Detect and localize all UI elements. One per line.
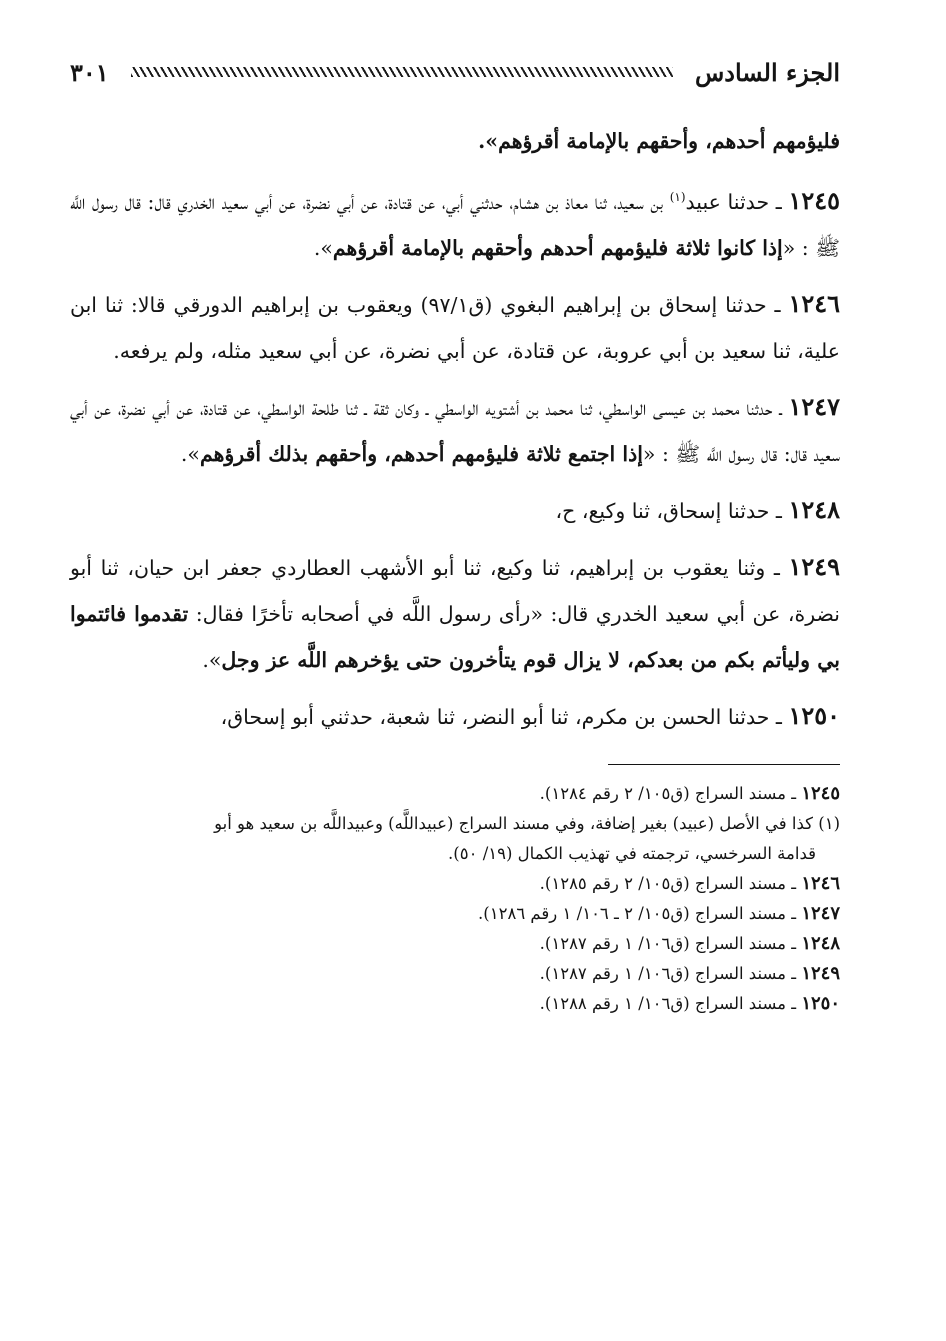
hadith-text: فليؤمهم أحدهم، وأحقهم بالإمامة أقرؤهم». [478,129,840,153]
footnote-number: ١٢٤٧ [801,902,840,924]
page-number: ٣٠١ [70,57,109,87]
footnote-1245 [70,779,840,809]
part-title: الجزء السادس [694,57,840,87]
footnote-1247 [70,899,840,929]
footnote-text: ـ مسند السراج (ق١٠٦/ ١ رقم ١٢٨٧). [539,933,802,953]
closing-quote: ». [202,647,222,672]
isnad-text: ـ حدثنا الحسن بن مكرم، ثنا أبو النضر، ثنا شعبة، حدثني أبو إسحاق، [220,704,789,729]
hadith-1247 [70,384,840,477]
footnotes [70,779,840,1019]
footnote-number: ١٢٤٦ [801,872,840,894]
footnote-text: ـ مسند السراج (ق١٠٥/ ٢ رقم ١٢٨٥). [539,873,802,893]
footnote-text: ـ مسند السراج (ق١٠٦/ ١ رقم ١٢٨٨). [539,993,802,1013]
footnote-text: ـ مسند السراج (ق١٠٥/ ٢ ـ ١٠٦/ ١ رقم ١٢٨٦). [478,903,802,923]
hadith-1248 [70,487,840,534]
isnad-text: ـ حدثنا إسحاق بن إبراهيم البغوي (ق٩٧/١) ويعقوب بن إبراهيم الدورقي قالا: ثنا ابن علية، ثنا سعيد بن أبي عروبة، عن قتادة، عن أبي نضرة، عن أبي سعيد مثله، ولم يرفعه. [70,292,840,363]
isnad-text: ـ حدثنا محمد بن عيسى الواسطي، ثنا محمد بن أشتويه الواسطي ـ وكان ثقة ـ ثنا طلحة الواسطي، عن قتادة، عن أبي نضرة، عن أبي سعيد قال: قال رسول اللَّه ﷺ : « [70,395,840,466]
footnote-number: (١) [818,813,840,833]
hadith-1249 [70,544,840,683]
footnote-text: ـ مسند السراج (ق١٠٦/ ١ رقم ١٢٨٧). [539,963,802,983]
footnote-1-continuation [70,839,840,869]
main-text [70,118,840,740]
hadith-number: ١٢٤٨ [788,494,840,524]
book-page [70,48,840,1019]
hadith-text: إذا اجتمع ثلاثة فليؤمهم أحدهم، وأحقهم بذلك أقرؤهم [199,441,643,466]
isnad-text: ـ وثنا يعقوب بن إبراهيم، ثنا وكيع، ثنا أبو الأشهب العطاردي جعفر ابن حيان، ثنا أبو نضرة، عن أبي سعيد الخدري قال: «رأى رسول اللَّه في أصحابه تأخرًا فقال: [70,555,840,626]
footnote-text: كذا في الأصل (عبيد) بغير إضافة، وفي مسند السراج (عبيداللَّه) وعبيداللَّه بن سعيد هو أبو [214,813,819,833]
isnad-text: ـ حدثنا إسحاق، ثنا وكيع، ح، [555,498,789,523]
footnote-1 [70,809,840,839]
hadith-number: ١٢٤٥ [788,185,840,215]
footnote-1250 [70,989,840,1019]
hadith-1246 [70,281,840,374]
footnote-number: ١٢٤٨ [801,932,840,954]
hadith-number: ١٢٥٠ [788,700,840,730]
hadith-1250 [70,693,840,740]
closing-quote: ». [180,441,200,466]
footnote-number: ١٢٥٠ [801,992,840,1014]
page-header [70,48,840,96]
hadith-1245 [70,174,840,271]
paragraph-continuation [70,118,840,164]
hadith-number: ١٢٤٦ [788,288,840,318]
footnote-1248 [70,929,840,959]
footnote-separator [608,764,840,765]
hadith-number: ١٢٤٩ [788,551,840,581]
hadith-number: ١٢٤٧ [788,391,840,421]
hadith-text: إذا كانوا ثلاثة فليؤمهم أحدهم وأحقهم بالإمامة أقرؤهم [332,235,783,260]
footnote-1249 [70,959,840,989]
hadith-text: تقدموا فائتموا بي وليأتم بكم من بعدكم، لا يزال قوم يتأخرون حتى يؤخرهم اللَّه عز وجل [70,601,840,672]
footnote-number: ١٢٤٥ [801,782,840,804]
footnote-1246 [70,869,840,899]
closing-quote: ». [313,235,333,260]
isnad-text: ـ حدثنا عبيد [685,189,789,214]
footnote-text: قدامة السرخسي، ترجمته في تهذيب الكمال (١٩/ ٥٠). [448,843,816,863]
footnote-text: ـ مسند السراج (ق١٠٥/ ٢ رقم ١٢٨٤). [539,783,802,803]
footnote-number: ١٢٤٩ [801,962,840,984]
isnad-text: بن سعيد، ثنا معاذ بن هشام، حدثني أبي، عن قتادة، عن أبي نضرة، عن أبي سعيد الخدري قال: قال رسول اللَّه ﷺ : « [70,189,840,260]
header-rule [131,67,673,77]
footnote-marker[interactable]: (١) [669,190,686,204]
